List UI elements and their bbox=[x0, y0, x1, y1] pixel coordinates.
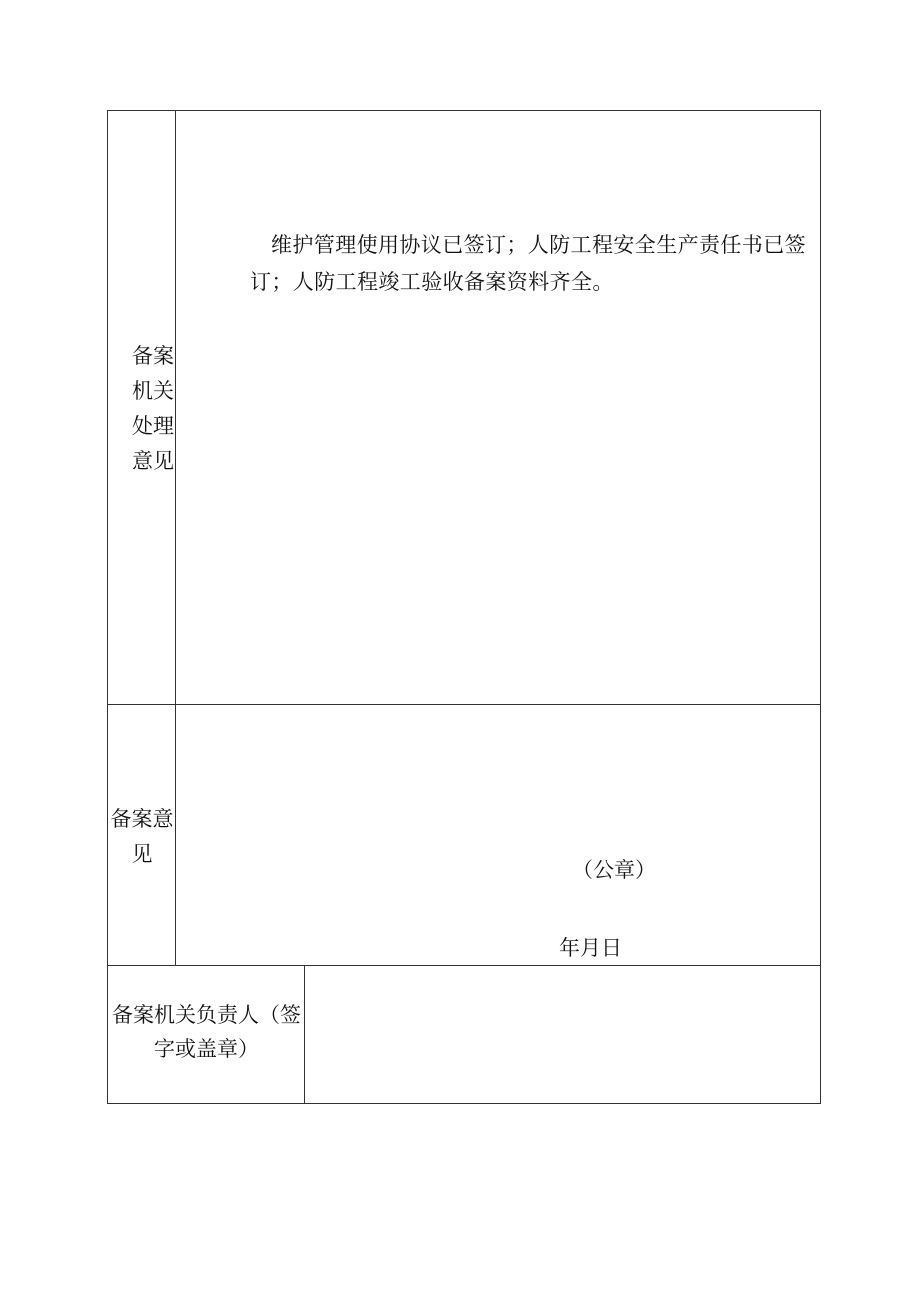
responsible-person-label-line: 字或盖章） bbox=[154, 1037, 259, 1061]
filing-form-table bbox=[107, 110, 821, 1104]
filing-opinion-label bbox=[108, 802, 176, 872]
filing-opinion-label-line: 见 bbox=[131, 842, 153, 866]
review-opinion-label-cell bbox=[108, 111, 176, 704]
filing-opinion-row bbox=[108, 705, 820, 966]
filing-opinion-content-cell bbox=[176, 705, 820, 965]
review-opinion-row bbox=[108, 111, 820, 705]
review-opinion-content-cell bbox=[176, 111, 820, 704]
review-opinion-label-line: 处理 bbox=[132, 414, 174, 438]
review-opinion-label bbox=[110, 339, 174, 479]
review-opinion-label-line: 机关 bbox=[132, 379, 174, 403]
review-opinion-label-line: 意见 bbox=[132, 449, 174, 473]
filing-opinion-label-cell bbox=[108, 705, 176, 965]
responsible-person-signature-cell bbox=[305, 966, 820, 1103]
date-text: 年月日 bbox=[559, 936, 622, 960]
filing-opinion-label-line: 备案意 bbox=[110, 807, 174, 831]
responsible-person-row bbox=[108, 966, 820, 1103]
responsible-person-label-line: 备案机关负责人（签 bbox=[112, 1003, 301, 1027]
review-opinion-label-line: 备案 bbox=[132, 344, 174, 368]
official-seal-text: （公章） bbox=[572, 858, 656, 882]
responsible-person-label-cell bbox=[108, 966, 305, 1103]
review-opinion-text: 维护管理使用协议已签订；人防工程安全生产责任书已签订；人防工程竣工验收备案资料齐全。 bbox=[250, 233, 806, 294]
responsible-person-label bbox=[108, 998, 305, 1066]
